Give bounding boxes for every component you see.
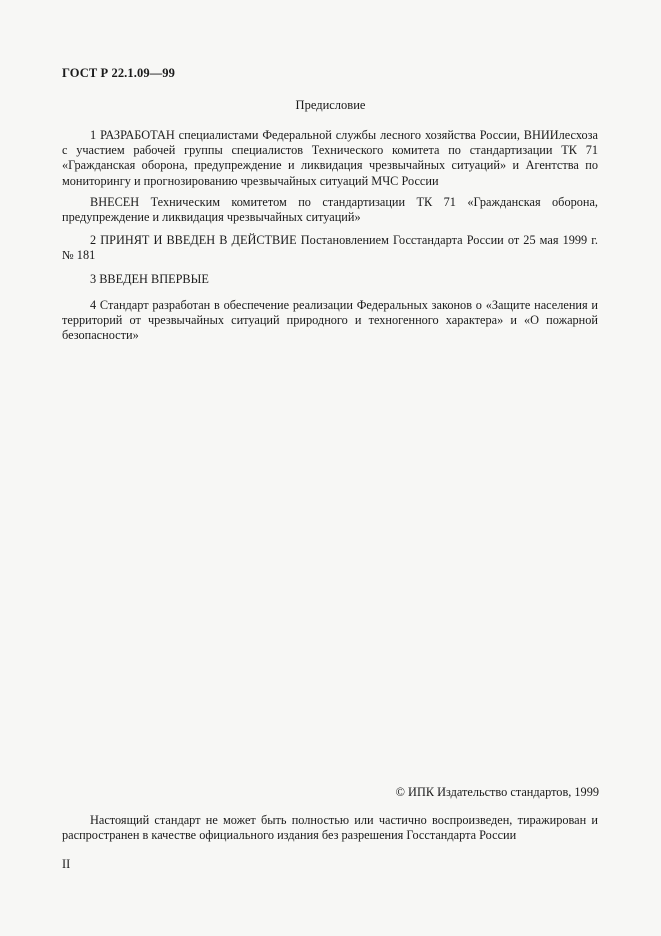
paragraph-introduced-by: ВНЕСЕН Техническим комитетом по стандартизации ТК 71 «Гражданская оборона, предупреждение и ликвидация чрезвычайных ситуаций» [62, 195, 598, 225]
paragraph-adopted: 2 ПРИНЯТ И ВВЕДЕН В ДЕЙСТВИЕ Постановлением Госстандарта России от 25 мая 1999 г. № 181 [62, 233, 598, 263]
paragraph-developed-by: 1 РАЗРАБОТАН специалистами Федеральной службы лесного хозяйства России, ВНИИлесхоза с участием рабочей группы специалистов Технического комитета по стандартизации ТК 71 «Гражданская оборона, предупреждение и ликвидация чрезвычайных ситуаций» и Агентства по мониторингу и прогнозированию чрезвычайных ситуаций МЧС России [62, 128, 598, 188]
section-title: Предисловие [295, 98, 366, 112]
paragraph-purpose: 4 Стандарт разработан в обеспечение реализации Федеральных законов о «Защите населения и территорий от чрезвычайных ситуаций природного и техногенного характера» и «О пожарной безопасности» [62, 298, 598, 343]
document-code: ГОСТ Р 22.1.09—99 [62, 66, 175, 80]
reproduction-notice: Настоящий стандарт не может быть полностью или частично воспроизведен, тиражирован и распространен в качестве официального издания без разрешения Госстандарта России [62, 813, 598, 843]
copyright-line: © ИПК Издательство стандартов, 1999 [395, 785, 599, 799]
page-number: II [62, 857, 71, 871]
paragraph-first-introduced: 3 ВВЕДЕН ВПЕРВЫЕ [90, 272, 209, 286]
